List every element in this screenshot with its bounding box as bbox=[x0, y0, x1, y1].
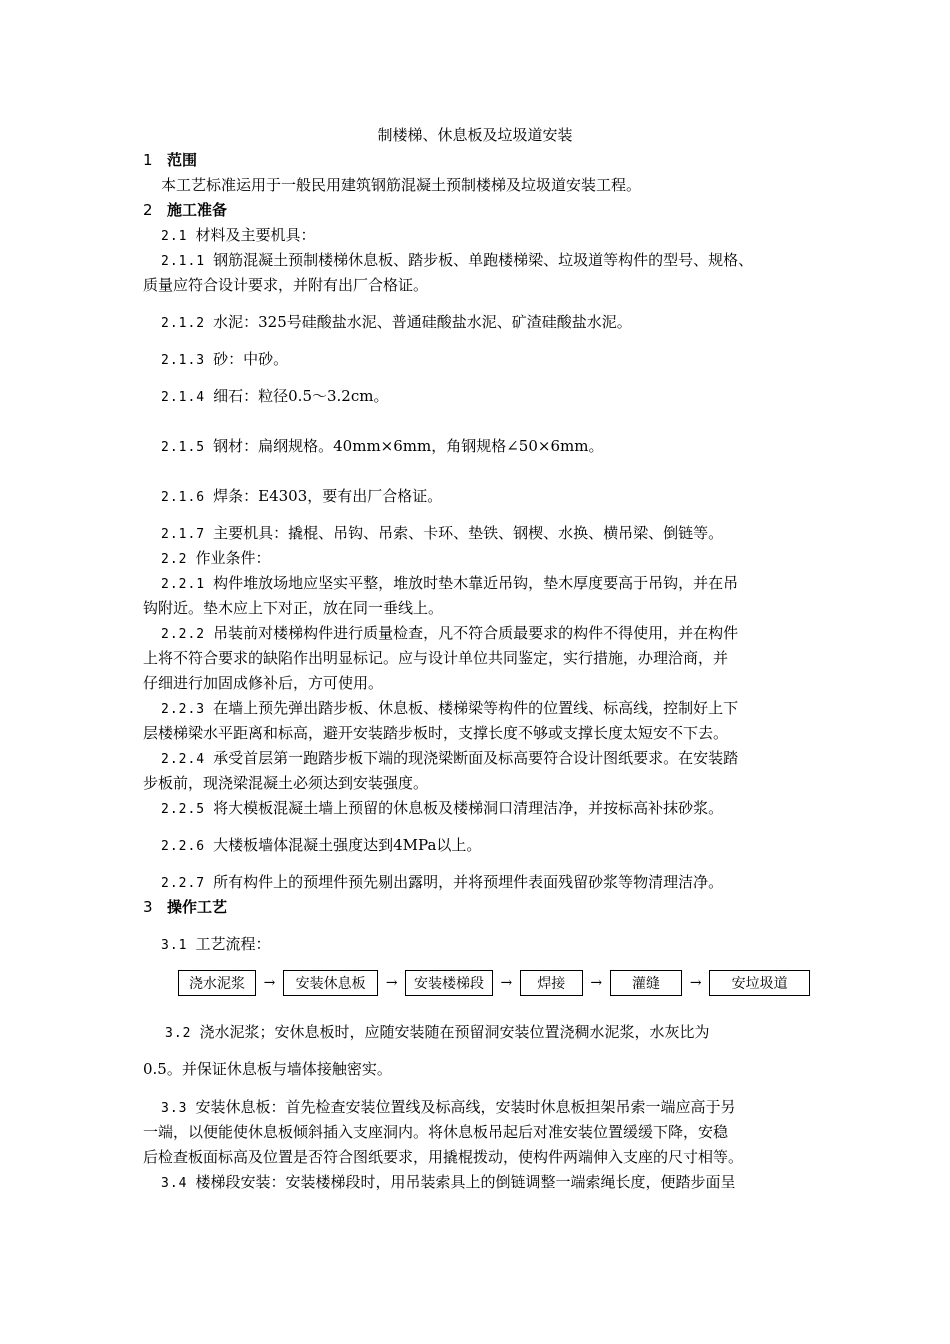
paragraph-text: 所有构件上的预埋件预先剔出露明，并将预埋件表面残留砂浆等物清理洁净。 bbox=[213, 873, 724, 891]
paragraph-text: 焊条：E4303，要有出厂合格证。 bbox=[213, 487, 443, 505]
paragraph-text: 后检查板面标高及位置是否符合图纸要求，用撬棍拨动，使构件两端伸入支座的尺寸相等。 bbox=[143, 1148, 744, 1166]
paragraph-line bbox=[143, 648, 728, 668]
section-heading bbox=[143, 200, 227, 220]
section-title: 操作工艺 bbox=[167, 898, 228, 916]
paragraph-text: 质量应符合设计要求，并附有出厂合格证。 bbox=[143, 276, 429, 294]
clause-number: 2.1.3 bbox=[161, 353, 206, 368]
section-number: 3 bbox=[143, 898, 153, 916]
clause-number: 2.2.4 bbox=[161, 752, 206, 767]
paragraph-line bbox=[161, 486, 442, 508]
paragraph-line bbox=[161, 250, 753, 272]
paragraph-line bbox=[143, 1122, 728, 1142]
flow-step-box: 安垃圾道 bbox=[709, 970, 810, 996]
paragraph-text: 本工艺标准运用于一般民用建筑钢筋混凝土预制楼梯及垃圾道安装工程。 bbox=[161, 176, 642, 194]
clause-number: 2.2.6 bbox=[161, 839, 206, 854]
section-number: 2 bbox=[143, 201, 153, 219]
paragraph-text: 将大模板混凝土墙上预留的休息板及楼梯洞口清理洁净，并按标高补抹砂浆。 bbox=[213, 799, 724, 817]
paragraph-line bbox=[165, 1022, 710, 1044]
clause-number: 2.1.5 bbox=[161, 440, 206, 455]
clause-number: 2.1.6 bbox=[161, 490, 206, 505]
paragraph-line bbox=[161, 835, 481, 857]
clause-number: 2.2.1 bbox=[161, 577, 206, 592]
paragraph-line bbox=[161, 312, 632, 334]
paragraph-text: 主要机具：撬棍、吊钩、吊索、卡环、垫铁、钢楔、水换、横吊梁、倒链等。 bbox=[213, 524, 724, 542]
clause-number: 2.2.5 bbox=[161, 802, 206, 817]
clause-number: 2.2 bbox=[161, 552, 188, 567]
paragraph-line bbox=[161, 1097, 736, 1119]
paragraph-line bbox=[143, 673, 383, 693]
paragraph-text: 大楼板墙体混凝土强度达到4MPa以上。 bbox=[213, 836, 482, 854]
flow-step-box: 灌缝 bbox=[610, 970, 682, 996]
paragraph-text: 吊装前对楼梯构件进行质量检查，凡不符合质最要求的构件不得使用，并在构件 bbox=[213, 624, 739, 642]
paragraph-text: 仔细进行加固成修补后，方可使用。 bbox=[143, 674, 384, 692]
paragraph-text: 层楼梯梁水平距离和标高，避开安装踏步板时，支撑长度不够或支撑长度太短安不下去。 bbox=[143, 724, 729, 742]
paragraph-line bbox=[161, 175, 641, 195]
clause-number: 3.4 bbox=[161, 1176, 188, 1191]
paragraph-text: 上将不符合要求的缺陷作出明显标记。应与设计单位共同鉴定，实行措施，办理洽商，并 bbox=[143, 649, 729, 667]
section-heading bbox=[143, 150, 197, 170]
paragraph-text: 钩附近。垫木应上下对正，放在同一垂线上。 bbox=[143, 599, 444, 617]
flow-step-box: 安装休息板 bbox=[283, 970, 378, 996]
paragraph-text: 构件堆放场地应坚实平整，堆放时垫木靠近吊钩，垫木厚度要高于吊钩，并在吊 bbox=[213, 574, 739, 592]
clause-number: 2.2.2 bbox=[161, 627, 206, 642]
flow-step-box: 浇水泥浆 bbox=[178, 970, 256, 996]
paragraph-line bbox=[143, 1147, 743, 1167]
flow-arrow-icon: → bbox=[263, 975, 276, 991]
paragraph-line bbox=[161, 1172, 736, 1194]
paragraph-text: 在墙上预先弹出踏步板、休息板、楼梯梁等构件的位置线、标高线，控制好上下 bbox=[213, 699, 739, 717]
paragraph-line bbox=[161, 573, 738, 595]
paragraph-text: 浇水泥浆；安休息板时，应随安装随在预留洞安装位置浇稠水泥浆，水灰比为 bbox=[199, 1023, 710, 1041]
paragraph-line bbox=[161, 623, 738, 645]
process-flow-diagram bbox=[178, 968, 810, 998]
paragraph-line bbox=[161, 872, 723, 894]
paragraph-line bbox=[161, 225, 316, 247]
clause-number: 3.2 bbox=[165, 1026, 192, 1041]
clause-number: 2.2.7 bbox=[161, 876, 206, 891]
paragraph-text: 作业条件： bbox=[195, 549, 271, 567]
paragraph-text: 钢材：扁纲规格。40mm×6mm，角钢规格∠50×6mm。 bbox=[213, 437, 604, 455]
paragraph-text: 楼梯段安装：安装楼梯段时，用吊装索具上的倒链调整一端索绳长度，便踏步面呈 bbox=[195, 1173, 736, 1191]
flow-arrow-icon: → bbox=[500, 975, 513, 991]
page-title: 制楼梯、休息板及垃圾道安装 bbox=[377, 126, 573, 144]
paragraph-line bbox=[143, 275, 428, 295]
paragraph-text: 细石：粒径0.5～3.2cm。 bbox=[213, 387, 389, 405]
clause-number: 2.1.2 bbox=[161, 316, 206, 331]
clause-number: 2.1.7 bbox=[161, 527, 206, 542]
section-title: 范围 bbox=[167, 151, 198, 169]
paragraph-line bbox=[161, 436, 603, 458]
paragraph-text: 材料及主要机具： bbox=[195, 226, 316, 244]
clause-number: 2.1.4 bbox=[161, 390, 206, 405]
paragraph-line bbox=[143, 598, 443, 618]
paragraph-line bbox=[161, 386, 388, 408]
paragraph-text: 工艺流程： bbox=[195, 935, 271, 953]
clause-number: 2.1.1 bbox=[161, 254, 206, 269]
paragraph-line bbox=[161, 523, 723, 545]
paragraph-line bbox=[161, 548, 271, 570]
flow-arrow-icon: → bbox=[590, 975, 603, 991]
paragraph-text: 砂：中砂。 bbox=[213, 350, 289, 368]
clause-number: 3.1 bbox=[161, 938, 188, 953]
paragraph-text: 步板前，现浇梁混凝土必须达到安装强度。 bbox=[143, 774, 429, 792]
paragraph-line bbox=[161, 934, 271, 956]
paragraph-text: 钢筋混凝土预制楼梯休息板、踏步板、单跑楼梯梁、垃圾道等构件的型号、规格、 bbox=[213, 251, 754, 269]
paragraph-line bbox=[143, 1059, 392, 1079]
paragraph-text: 承受首层第一跑踏步板下端的现浇梁断面及标高要符合设计图纸要求。在安装踏 bbox=[213, 749, 739, 767]
paragraph-text: 一端，以便能使休息板倾斜插入支座洞内。将休息板吊起后对准安装位置缓缓下降，安稳 bbox=[143, 1123, 729, 1141]
paragraph-line bbox=[161, 698, 738, 720]
paragraph-line bbox=[143, 723, 728, 743]
paragraph-line bbox=[161, 748, 738, 770]
paragraph-text: 0.5。并保证休息板与墙体接触密实。 bbox=[143, 1060, 392, 1078]
paragraph-line bbox=[161, 798, 723, 820]
section-heading bbox=[143, 897, 227, 917]
section-title: 施工准备 bbox=[167, 201, 228, 219]
flow-step-box: 安装楼梯段 bbox=[405, 970, 492, 996]
clause-number: 3.3 bbox=[161, 1101, 188, 1116]
paragraph-line bbox=[143, 773, 428, 793]
flow-step-box: 焊接 bbox=[520, 970, 583, 996]
clause-number: 2.2.3 bbox=[161, 702, 206, 717]
flow-arrow-icon: → bbox=[689, 975, 702, 991]
section-number: 1 bbox=[143, 151, 153, 169]
flow-arrow-icon: → bbox=[385, 975, 398, 991]
paragraph-text: 水泥：325号硅酸盐水泥、普通硅酸盐水泥、矿渣硅酸盐水泥。 bbox=[213, 313, 632, 331]
clause-number: 2.1 bbox=[161, 229, 188, 244]
paragraph-text: 安装休息板：首先检查安装位置线及标高线，安装时休息板担架吊索一端应高于另 bbox=[195, 1098, 736, 1116]
paragraph-line bbox=[161, 349, 288, 371]
